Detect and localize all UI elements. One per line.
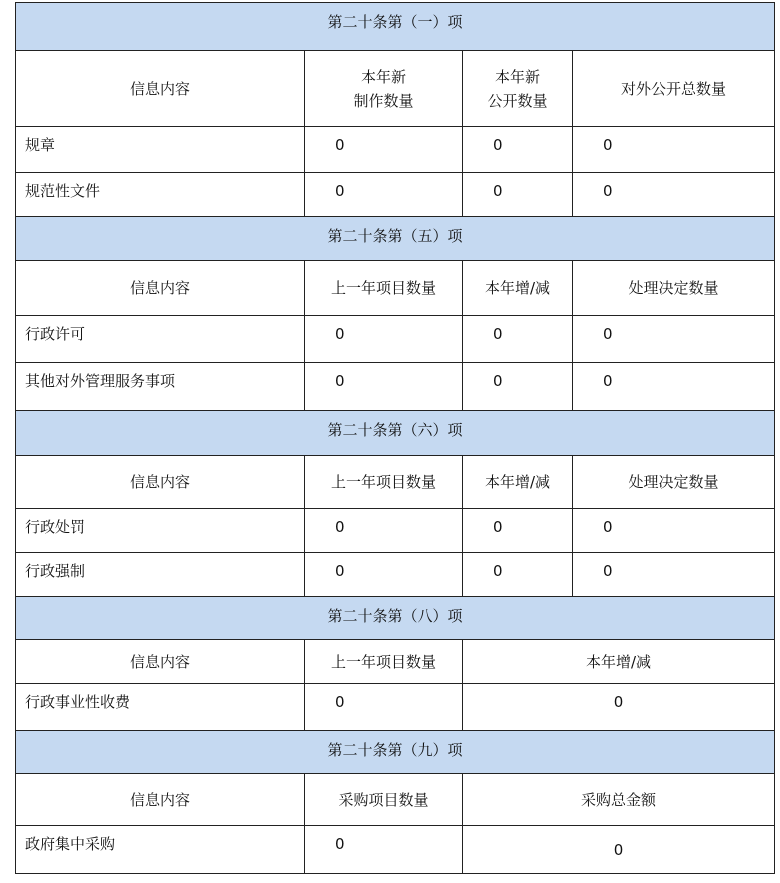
section-header-row <box>16 411 775 456</box>
cell-value: 0 <box>305 826 463 874</box>
cell-value: 0 <box>463 363 573 411</box>
row-label: 其他对外管理服务事项 <box>16 363 305 411</box>
row-label: 行政处罚 <box>16 509 305 553</box>
column-header: 信息内容 <box>16 261 305 316</box>
cell-value: 0 <box>463 509 573 553</box>
row-label: 政府集中采购 <box>16 826 305 874</box>
column-header: 对外公开总数量 <box>573 51 775 127</box>
section-title: 第二十条第（六）项 <box>16 411 775 456</box>
column-header-row <box>16 51 775 127</box>
row-label: 行政许可 <box>16 316 305 363</box>
section-header-row <box>16 597 775 640</box>
column-header-row <box>16 456 775 509</box>
cell-value: 0 <box>305 127 463 173</box>
column-header: 处理决定数量 <box>573 456 775 509</box>
cell-value: 0 <box>573 363 775 411</box>
section-title: 第二十条第（一）项 <box>16 3 775 51</box>
column-header-line: 制作数量 <box>353 91 414 110</box>
column-header-line: 本年新 <box>360 67 406 86</box>
section-title: 第二十条第（九）项 <box>16 731 775 774</box>
cell-value: 0 <box>305 553 463 597</box>
disclosure-table <box>15 2 775 874</box>
column-header: 上一年项目数量 <box>305 261 463 316</box>
column-header: 信息内容 <box>16 640 305 684</box>
disclosure-statistics-sheet <box>15 2 774 873</box>
section-header-row <box>16 217 775 261</box>
column-header: 本年增/减 <box>463 640 775 684</box>
cell-value: 0 <box>463 684 775 731</box>
cell-value: 0 <box>305 316 463 363</box>
column-header: 信息内容 <box>16 456 305 509</box>
row-label: 规章 <box>16 127 305 173</box>
column-header <box>305 51 463 127</box>
table-row <box>16 553 775 597</box>
table-row <box>16 173 775 217</box>
table-row <box>16 316 775 363</box>
table-row <box>16 363 775 411</box>
column-header-row <box>16 261 775 316</box>
table-row <box>16 509 775 553</box>
column-header: 采购总金额 <box>463 774 775 826</box>
cell-value: 0 <box>463 316 573 363</box>
table-row <box>16 684 775 731</box>
column-header <box>463 51 573 127</box>
cell-value: 0 <box>573 173 775 217</box>
column-header: 信息内容 <box>16 774 305 826</box>
row-label: 规范性文件 <box>16 173 305 217</box>
column-header: 上一年项目数量 <box>305 640 463 684</box>
table-row <box>16 127 775 173</box>
cell-value: 0 <box>463 826 775 874</box>
cell-value: 0 <box>305 363 463 411</box>
column-header: 上一年项目数量 <box>305 456 463 509</box>
cell-value: 0 <box>463 127 573 173</box>
cell-value: 0 <box>305 173 463 217</box>
section-title: 第二十条第（五）项 <box>16 217 775 261</box>
cell-value: 0 <box>573 127 775 173</box>
column-header: 采购项目数量 <box>305 774 463 826</box>
section-header-row <box>16 731 775 774</box>
section-header-row <box>16 3 775 51</box>
cell-value: 0 <box>573 509 775 553</box>
column-header: 处理决定数量 <box>573 261 775 316</box>
cell-value: 0 <box>573 553 775 597</box>
cell-value: 0 <box>305 684 463 731</box>
column-header-line: 公开数量 <box>487 91 548 110</box>
column-header: 本年增/减 <box>463 261 573 316</box>
section-title: 第二十条第（八）项 <box>16 597 775 640</box>
column-header-row <box>16 774 775 826</box>
cell-value: 0 <box>463 173 573 217</box>
column-header: 本年增/减 <box>463 456 573 509</box>
cell-value: 0 <box>463 553 573 597</box>
column-header-row <box>16 640 775 684</box>
row-label: 行政事业性收费 <box>16 684 305 731</box>
cell-value: 0 <box>573 316 775 363</box>
table-row <box>16 826 775 874</box>
column-header: 信息内容 <box>16 51 305 127</box>
cell-value: 0 <box>305 509 463 553</box>
column-header-line: 本年新 <box>494 67 540 86</box>
row-label: 行政强制 <box>16 553 305 597</box>
